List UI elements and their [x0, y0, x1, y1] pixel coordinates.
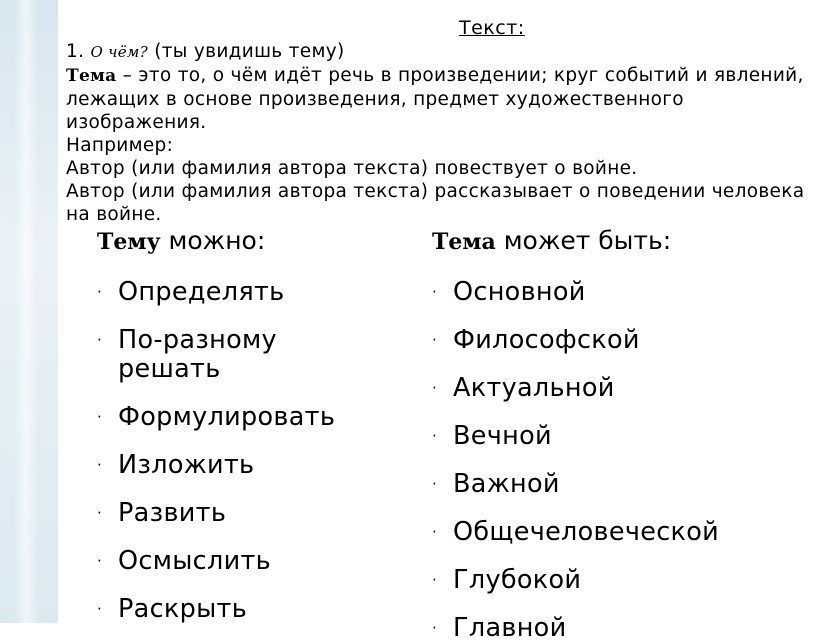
bullet-icon: · — [97, 408, 103, 426]
definition-line — [66, 64, 826, 134]
bullet-icon: · — [432, 331, 438, 349]
list-item: · Определять — [97, 277, 285, 307]
right-column-title — [432, 224, 719, 259]
question-line — [66, 40, 826, 64]
list-item: · Основной — [432, 277, 586, 307]
right-column — [432, 224, 719, 643]
example-2: Автор (или фамилия автора текста) рассказывает о поведении человека на войне. — [66, 181, 805, 225]
question-note: (ты увидишь тему) — [154, 41, 345, 62]
right-title-rest: может быть: — [503, 226, 672, 255]
left-column — [97, 224, 335, 624]
list-item: · Главной — [432, 613, 567, 643]
list-item: · Формулировать — [97, 402, 336, 432]
bullet-icon: · — [97, 283, 103, 301]
list-item: · Актуальной — [432, 373, 615, 403]
left-title-rest: можно: — [168, 226, 266, 255]
list-item: · Вечной — [432, 421, 552, 451]
bullet-icon: · — [97, 600, 103, 618]
question-number: 1. — [66, 41, 85, 62]
bullet-icon: · — [432, 475, 438, 493]
intro-text — [66, 40, 826, 226]
question-text: О чём? — [90, 43, 149, 61]
bullet-icon: · — [432, 283, 438, 301]
definition-text: – это то, о чём идёт речь в произведении; круг событий и явлений, лежащих в основе произведения, предмет художественного изображения. — [66, 65, 804, 133]
bullet-icon: · — [97, 552, 103, 570]
left-column-title — [97, 224, 335, 259]
left-title-term: Тему — [97, 229, 161, 255]
strip-highlight — [14, 0, 38, 623]
bullet-icon: · — [432, 523, 438, 541]
right-title-term: Тема — [432, 229, 496, 255]
list-item: · Глубокой — [432, 565, 582, 595]
list-item: · Развить — [97, 498, 227, 528]
list-item: · Важной — [432, 469, 560, 499]
list-item: · Философской — [432, 325, 640, 355]
bullet-icon: · — [432, 427, 438, 445]
slide-heading: Текст: — [459, 17, 525, 39]
bullet-icon: · — [97, 331, 103, 349]
bullet-icon: · — [97, 456, 103, 474]
list-item: · Осмыслить — [97, 546, 271, 576]
example-1: Автор (или фамилия автора текста) повествует о войне. — [66, 158, 638, 179]
decorative-side-strip — [0, 0, 58, 623]
bullet-icon: · — [97, 504, 103, 522]
list-item: · Изложить — [97, 450, 255, 480]
list-item: · Общечеловеческой — [432, 517, 720, 547]
left-list — [97, 278, 335, 624]
bullet-icon: · — [432, 619, 438, 637]
definition-term: Тема — [66, 66, 117, 86]
right-list — [432, 278, 719, 643]
example-label: Например: — [66, 135, 174, 156]
bullet-icon: · — [432, 379, 438, 397]
list-item: · Раскрыть — [97, 594, 248, 624]
bullet-icon: · — [432, 571, 438, 589]
list-item: · По-разному решать — [97, 325, 277, 384]
